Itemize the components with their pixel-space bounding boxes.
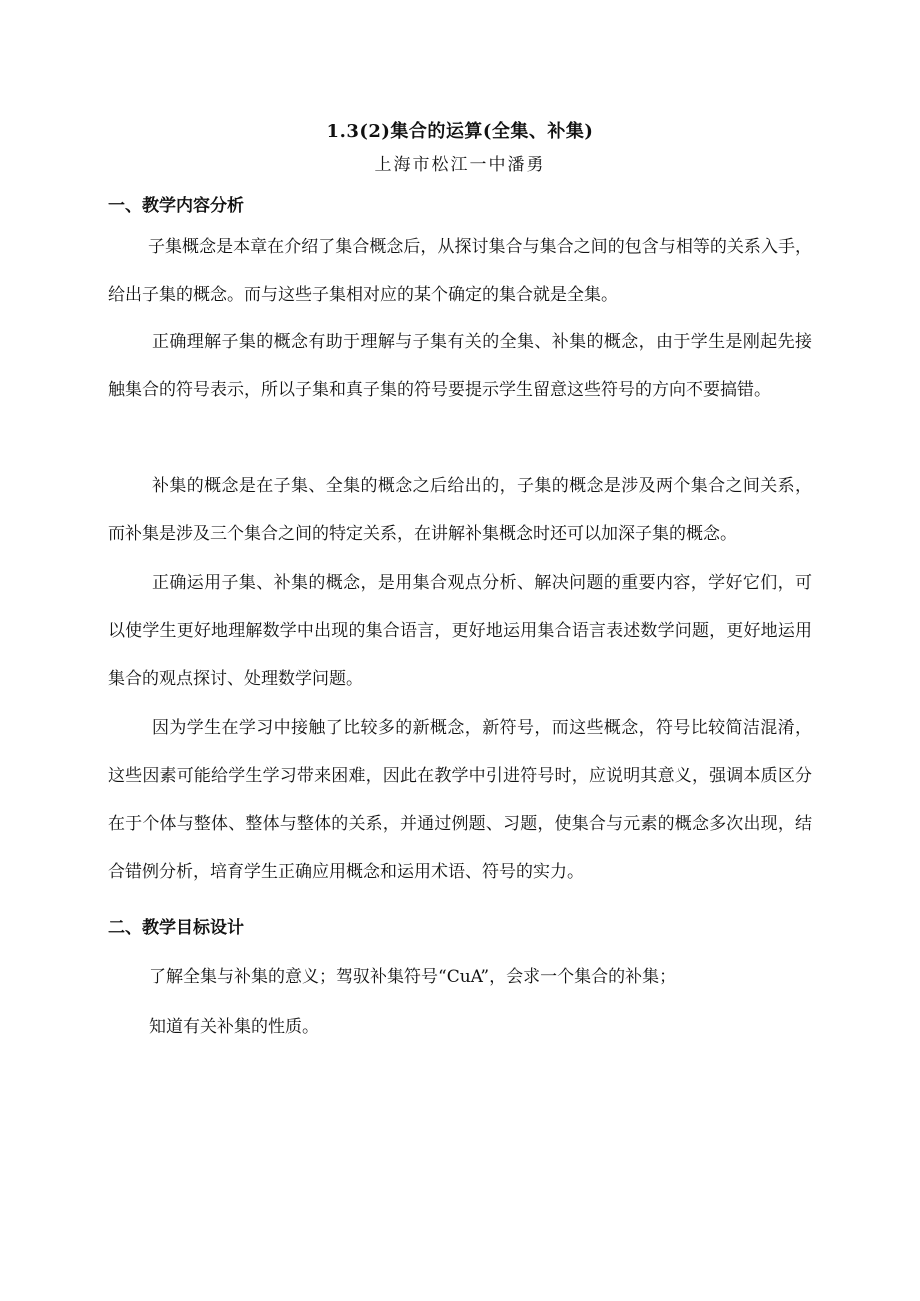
- goal-line-2: 知道有关补集的性质。: [149, 1017, 319, 1037]
- document-author: 上海市松江一中潘勇: [374, 155, 546, 175]
- paragraph-applying-concepts: 正确运用子集、补集的概念，是用集合观点分析、解决问题的重要内容，学好它们，可以使学生更好地理解数学中出现的集合语言，更好地运用集合语言表述数学问题，更好地运用集合的观点探讨、处理数学问题。: [108, 573, 812, 689]
- paragraph-understanding-subset: 正确理解子集的概念有助于理解与子集有关的全集、补集的概念，由于学生是刚起先接触集合的符号表示，所以子集和真子集的符号要提示学生留意这些符号的方向不要搞错。: [108, 332, 812, 400]
- section-heading-content-analysis: 一、教学内容分析: [108, 196, 244, 216]
- paragraph-teaching-notes: 因为学生在学习中接触了比较多的新概念，新符号，而这些概念，符号比较简洁混淆，这些因素可能给学生学习带来困难，因此在教学中引进符号时，应说明其意义，强调本质区分在于个体与整体、整体与整体的关系，并通过例题、习题，使集合与元素的概念多次出现，结合错例分析，培育学生正确应用概念和运用术语、符号的实力。: [108, 718, 812, 882]
- document-title: 1.3(2)集合的运算(全集、补集): [326, 121, 594, 142]
- goal-line-1: 了解全集与补集的意义；驾驭补集符号“CuA”，会求一个集合的补集；: [149, 967, 677, 987]
- paragraph-complement-concept: 补集的概念是在子集、全集的概念之后给出的，子集的概念是涉及两个集合之间关系，而补集是涉及三个集合之间的特定关系，在讲解补集概念时还可以加深子集的概念。: [108, 476, 812, 544]
- paragraph-subset-concept: 子集概念是本章在介绍了集合概念后，从探讨集合与集合之间的包含与相等的关系入手，给出子集的概念。而与这些子集相对应的某个确定的集合就是全集。: [108, 237, 812, 305]
- section-heading-teaching-goals: 二、教学目标设计: [108, 918, 244, 938]
